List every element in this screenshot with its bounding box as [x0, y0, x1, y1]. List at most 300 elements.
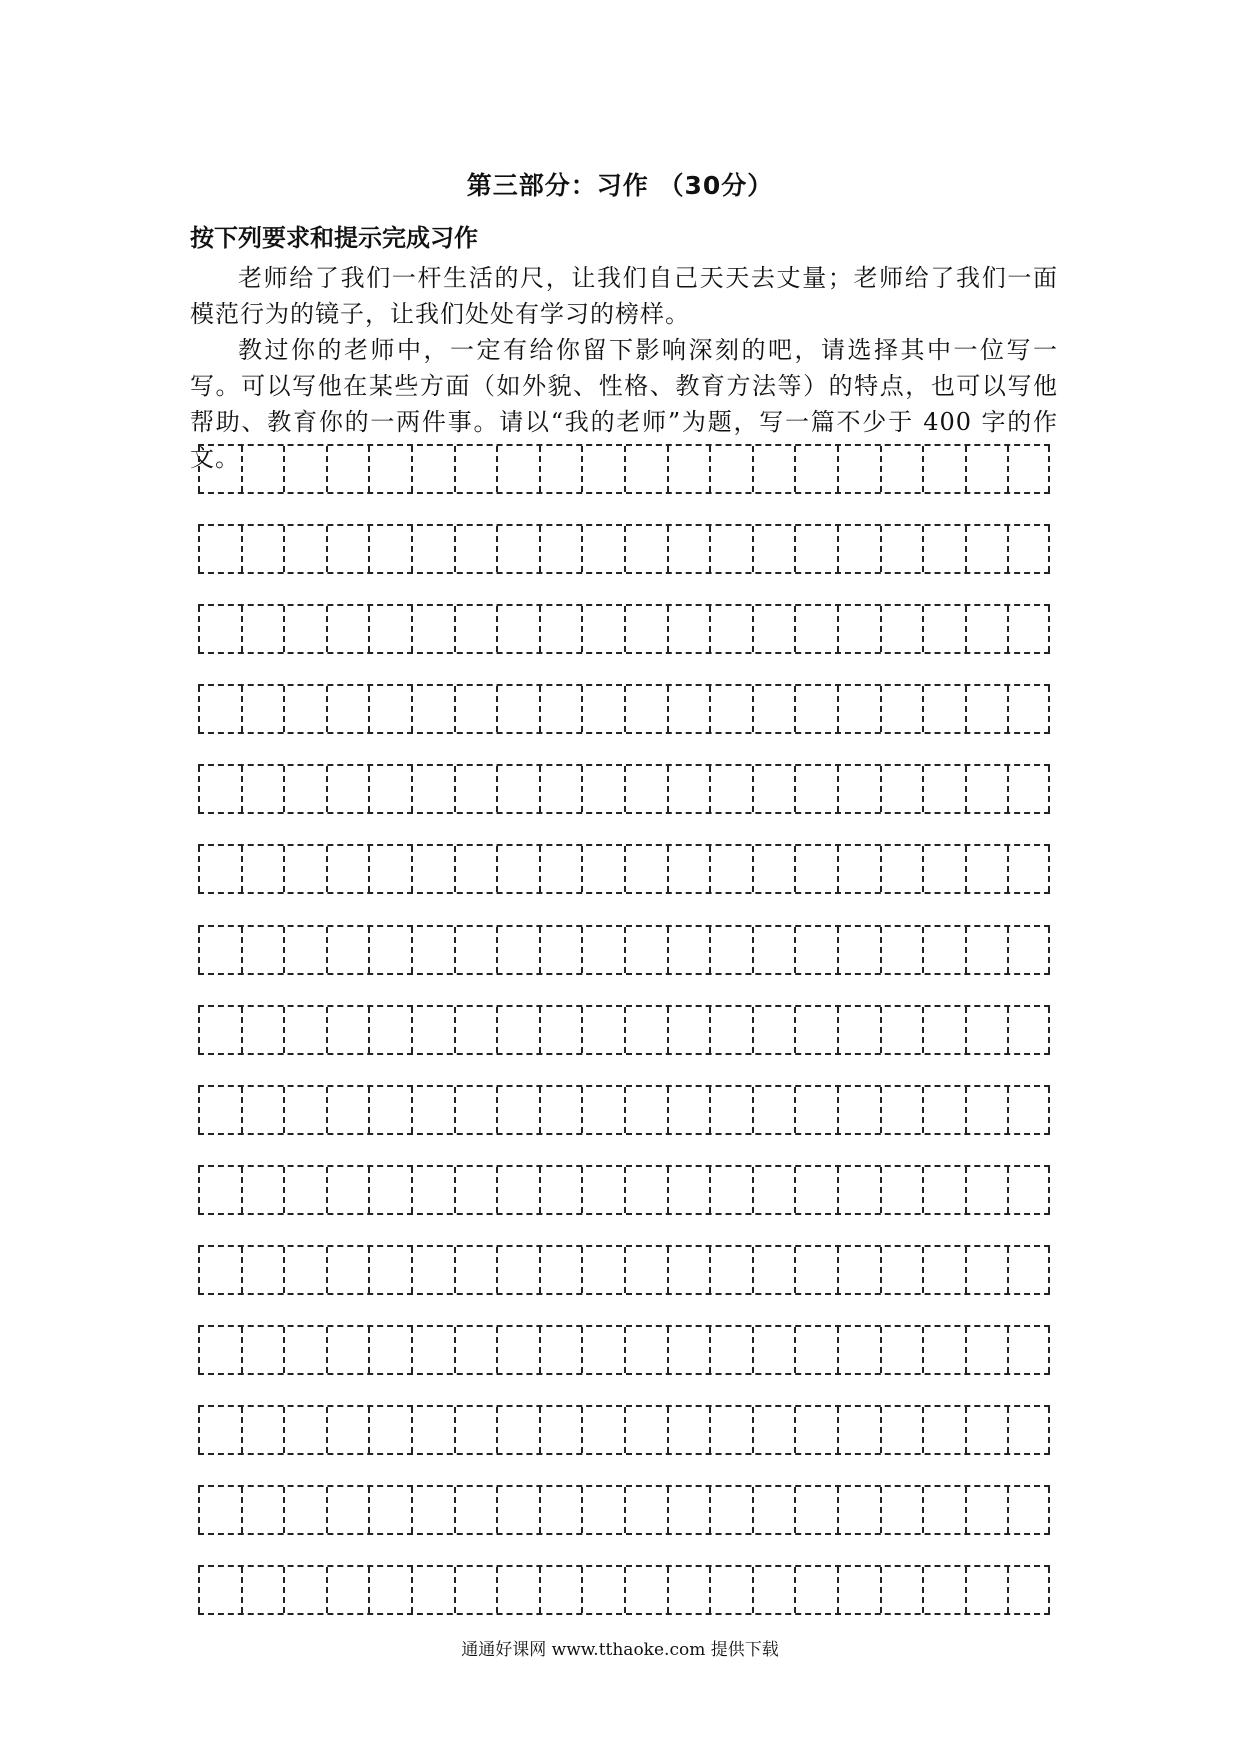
grid-cell[interactable] — [965, 1327, 1008, 1373]
grid-cell[interactable] — [241, 766, 284, 812]
grid-cell[interactable] — [837, 1327, 880, 1373]
grid-cell[interactable] — [922, 1087, 965, 1133]
grid-cell[interactable] — [880, 1327, 923, 1373]
grid-cell[interactable] — [198, 1327, 241, 1373]
grid-cell[interactable] — [794, 1407, 837, 1453]
grid-cell[interactable] — [624, 1487, 667, 1533]
grid-cell[interactable] — [922, 1327, 965, 1373]
grid-cell[interactable] — [454, 1087, 497, 1133]
grid-cell[interactable] — [837, 1167, 880, 1213]
grid-cell[interactable] — [752, 766, 795, 812]
grid-cell[interactable] — [794, 526, 837, 572]
grid-cell[interactable] — [198, 1567, 241, 1613]
grid-cell[interactable] — [241, 1247, 284, 1293]
grid-cell[interactable] — [752, 1087, 795, 1133]
grid-cell[interactable] — [667, 526, 710, 572]
grid-cell[interactable] — [368, 1087, 411, 1133]
grid-cell[interactable] — [667, 1247, 710, 1293]
grid-cell[interactable] — [1007, 606, 1050, 652]
grid-cell[interactable] — [411, 1007, 454, 1053]
grid-cell[interactable] — [283, 1407, 326, 1453]
grid-cell[interactable] — [454, 766, 497, 812]
grid-cell[interactable] — [752, 606, 795, 652]
grid-cell[interactable] — [752, 526, 795, 572]
grid-cell[interactable] — [624, 1247, 667, 1293]
grid-cell[interactable] — [1007, 1567, 1050, 1613]
grid-cell[interactable] — [241, 1327, 284, 1373]
grid-cell[interactable] — [965, 1407, 1008, 1453]
grid-cell[interactable] — [837, 1487, 880, 1533]
grid-cell[interactable] — [752, 1407, 795, 1453]
grid-cell[interactable] — [922, 846, 965, 892]
grid-cell[interactable] — [496, 1087, 539, 1133]
grid-cell[interactable] — [368, 1247, 411, 1293]
grid-cell[interactable] — [922, 1007, 965, 1053]
grid-cell[interactable] — [624, 606, 667, 652]
grid-cell[interactable] — [454, 1327, 497, 1373]
grid-cell[interactable] — [880, 526, 923, 572]
grid-cell[interactable] — [667, 766, 710, 812]
grid-cell[interactable] — [539, 1407, 582, 1453]
grid-cell[interactable] — [539, 1487, 582, 1533]
grid-cell[interactable] — [496, 1567, 539, 1613]
grid-cell[interactable] — [241, 1487, 284, 1533]
grid-cell[interactable] — [368, 1407, 411, 1453]
grid-cell[interactable] — [326, 1167, 369, 1213]
grid-cell[interactable] — [624, 766, 667, 812]
grid-cell[interactable] — [411, 446, 454, 492]
grid-cell[interactable] — [624, 927, 667, 973]
grid-cell[interactable] — [454, 927, 497, 973]
grid-cell[interactable] — [496, 1407, 539, 1453]
grid-cell[interactable] — [411, 927, 454, 973]
grid-cell[interactable] — [581, 766, 624, 812]
grid-cell[interactable] — [837, 1567, 880, 1613]
grid-cell[interactable] — [283, 846, 326, 892]
grid-cell[interactable] — [794, 1567, 837, 1613]
grid-cell[interactable] — [922, 1487, 965, 1533]
grid-cell[interactable] — [922, 526, 965, 572]
grid-cell[interactable] — [283, 1487, 326, 1533]
grid-cell[interactable] — [454, 1167, 497, 1213]
grid-cell[interactable] — [198, 1407, 241, 1453]
grid-cell[interactable] — [1007, 1327, 1050, 1373]
grid-cell[interactable] — [965, 1247, 1008, 1293]
grid-cell[interactable] — [411, 1567, 454, 1613]
grid-cell[interactable] — [752, 927, 795, 973]
grid-cell[interactable] — [283, 1167, 326, 1213]
grid-cell[interactable] — [880, 606, 923, 652]
grid-cell[interactable] — [283, 686, 326, 732]
grid-cell[interactable] — [624, 526, 667, 572]
grid-cell[interactable] — [581, 1247, 624, 1293]
grid-cell[interactable] — [368, 846, 411, 892]
grid-cell[interactable] — [326, 1247, 369, 1293]
grid-cell[interactable] — [198, 1487, 241, 1533]
grid-cell[interactable] — [794, 606, 837, 652]
grid-cell[interactable] — [624, 1007, 667, 1053]
grid-cell[interactable] — [283, 766, 326, 812]
grid-cell[interactable] — [1007, 526, 1050, 572]
grid-cell[interactable] — [837, 446, 880, 492]
grid-cell[interactable] — [368, 1567, 411, 1613]
grid-cell[interactable] — [709, 1087, 752, 1133]
grid-cell[interactable] — [880, 927, 923, 973]
grid-cell[interactable] — [667, 606, 710, 652]
grid-cell[interactable] — [454, 1407, 497, 1453]
grid-cell[interactable] — [368, 1487, 411, 1533]
grid-cell[interactable] — [326, 1327, 369, 1373]
grid-cell[interactable] — [709, 686, 752, 732]
grid-cell[interactable] — [539, 846, 582, 892]
grid-cell[interactable] — [368, 927, 411, 973]
grid-cell[interactable] — [326, 927, 369, 973]
grid-cell[interactable] — [624, 1087, 667, 1133]
grid-cell[interactable] — [368, 766, 411, 812]
grid-cell[interactable] — [709, 1007, 752, 1053]
grid-cell[interactable] — [922, 1167, 965, 1213]
grid-cell[interactable] — [1007, 686, 1050, 732]
grid-cell[interactable] — [794, 1327, 837, 1373]
grid-cell[interactable] — [922, 686, 965, 732]
grid-cell[interactable] — [880, 446, 923, 492]
grid-cell[interactable] — [496, 446, 539, 492]
grid-cell[interactable] — [709, 446, 752, 492]
grid-cell[interactable] — [837, 1087, 880, 1133]
grid-cell[interactable] — [581, 1087, 624, 1133]
grid-cell[interactable] — [326, 606, 369, 652]
grid-cell[interactable] — [326, 1007, 369, 1053]
grid-cell[interactable] — [411, 846, 454, 892]
grid-cell[interactable] — [454, 686, 497, 732]
grid-cell[interactable] — [283, 1007, 326, 1053]
grid-cell[interactable] — [837, 846, 880, 892]
grid-cell[interactable] — [241, 1567, 284, 1613]
grid-cell[interactable] — [241, 1087, 284, 1133]
grid-cell[interactable] — [496, 846, 539, 892]
grid-cell[interactable] — [496, 1007, 539, 1053]
grid-cell[interactable] — [198, 1007, 241, 1053]
grid-cell[interactable] — [539, 1327, 582, 1373]
grid-cell[interactable] — [752, 1167, 795, 1213]
grid-cell[interactable] — [922, 927, 965, 973]
grid-cell[interactable] — [326, 1567, 369, 1613]
grid-cell[interactable] — [496, 1487, 539, 1533]
grid-cell[interactable] — [1007, 1087, 1050, 1133]
grid-cell[interactable] — [752, 1487, 795, 1533]
grid-cell[interactable] — [709, 1407, 752, 1453]
grid-cell[interactable] — [1007, 846, 1050, 892]
grid-cell[interactable] — [965, 526, 1008, 572]
grid-cell[interactable] — [241, 1407, 284, 1453]
grid-cell[interactable] — [368, 606, 411, 652]
grid-cell[interactable] — [411, 1327, 454, 1373]
grid-cell[interactable] — [794, 1087, 837, 1133]
grid-cell[interactable] — [241, 686, 284, 732]
grid-cell[interactable] — [922, 446, 965, 492]
grid-cell[interactable] — [539, 1567, 582, 1613]
grid-cell[interactable] — [794, 927, 837, 973]
grid-cell[interactable] — [1007, 1007, 1050, 1053]
grid-cell[interactable] — [454, 446, 497, 492]
grid-cell[interactable] — [794, 846, 837, 892]
grid-cell[interactable] — [965, 1167, 1008, 1213]
grid-cell[interactable] — [368, 686, 411, 732]
grid-cell[interactable] — [965, 1087, 1008, 1133]
grid-cell[interactable] — [965, 606, 1008, 652]
grid-cell[interactable] — [454, 1487, 497, 1533]
grid-cell[interactable] — [581, 846, 624, 892]
grid-cell[interactable] — [581, 446, 624, 492]
grid-cell[interactable] — [198, 1087, 241, 1133]
grid-cell[interactable] — [581, 1327, 624, 1373]
grid-cell[interactable] — [411, 1167, 454, 1213]
grid-cell[interactable] — [283, 1247, 326, 1293]
grid-cell[interactable] — [880, 1087, 923, 1133]
grid-cell[interactable] — [411, 766, 454, 812]
grid-cell[interactable] — [837, 686, 880, 732]
grid-cell[interactable] — [965, 686, 1008, 732]
grid-cell[interactable] — [667, 446, 710, 492]
grid-cell[interactable] — [198, 927, 241, 973]
grid-cell[interactable] — [624, 1167, 667, 1213]
grid-cell[interactable] — [709, 766, 752, 812]
grid-cell[interactable] — [709, 526, 752, 572]
grid-cell[interactable] — [752, 1567, 795, 1613]
grid-cell[interactable] — [624, 1567, 667, 1613]
grid-cell[interactable] — [880, 1007, 923, 1053]
grid-cell[interactable] — [1007, 1487, 1050, 1533]
grid-cell[interactable] — [241, 1167, 284, 1213]
grid-cell[interactable] — [709, 1487, 752, 1533]
grid-cell[interactable] — [241, 446, 284, 492]
grid-cell[interactable] — [326, 526, 369, 572]
grid-cell[interactable] — [922, 766, 965, 812]
grid-cell[interactable] — [198, 846, 241, 892]
grid-cell[interactable] — [539, 1007, 582, 1053]
grid-cell[interactable] — [368, 1007, 411, 1053]
grid-cell[interactable] — [496, 766, 539, 812]
grid-cell[interactable] — [837, 927, 880, 973]
grid-cell[interactable] — [837, 1247, 880, 1293]
grid-cell[interactable] — [624, 446, 667, 492]
grid-cell[interactable] — [581, 1487, 624, 1533]
grid-cell[interactable] — [1007, 446, 1050, 492]
grid-cell[interactable] — [283, 1327, 326, 1373]
grid-cell[interactable] — [667, 686, 710, 732]
grid-cell[interactable] — [198, 1247, 241, 1293]
grid-cell[interactable] — [922, 606, 965, 652]
grid-cell[interactable] — [880, 1167, 923, 1213]
grid-cell[interactable] — [794, 1007, 837, 1053]
grid-cell[interactable] — [667, 927, 710, 973]
grid-cell[interactable] — [411, 1247, 454, 1293]
grid-cell[interactable] — [837, 1007, 880, 1053]
grid-cell[interactable] — [581, 686, 624, 732]
grid-cell[interactable] — [496, 606, 539, 652]
grid-cell[interactable] — [794, 1247, 837, 1293]
grid-cell[interactable] — [880, 766, 923, 812]
grid-cell[interactable] — [794, 1487, 837, 1533]
grid-cell[interactable] — [880, 1487, 923, 1533]
grid-cell[interactable] — [454, 846, 497, 892]
grid-cell[interactable] — [880, 846, 923, 892]
grid-cell[interactable] — [326, 766, 369, 812]
grid-cell[interactable] — [326, 686, 369, 732]
grid-cell[interactable] — [965, 1007, 1008, 1053]
grid-cell[interactable] — [1007, 1247, 1050, 1293]
grid-cell[interactable] — [241, 606, 284, 652]
grid-cell[interactable] — [965, 766, 1008, 812]
grid-cell[interactable] — [454, 606, 497, 652]
grid-cell[interactable] — [709, 606, 752, 652]
grid-cell[interactable] — [624, 846, 667, 892]
grid-cell[interactable] — [667, 1487, 710, 1533]
grid-cell[interactable] — [667, 1167, 710, 1213]
grid-cell[interactable] — [283, 526, 326, 572]
grid-cell[interactable] — [326, 1087, 369, 1133]
grid-cell[interactable] — [539, 686, 582, 732]
grid-cell[interactable] — [837, 1407, 880, 1453]
grid-cell[interactable] — [667, 1087, 710, 1133]
grid-cell[interactable] — [667, 1327, 710, 1373]
grid-cell[interactable] — [241, 846, 284, 892]
grid-cell[interactable] — [794, 766, 837, 812]
grid-cell[interactable] — [581, 927, 624, 973]
grid-cell[interactable] — [581, 606, 624, 652]
grid-cell[interactable] — [1007, 1407, 1050, 1453]
grid-cell[interactable] — [581, 1407, 624, 1453]
grid-cell[interactable] — [965, 846, 1008, 892]
grid-cell[interactable] — [411, 1407, 454, 1453]
grid-cell[interactable] — [667, 1007, 710, 1053]
grid-cell[interactable] — [965, 1487, 1008, 1533]
grid-cell[interactable] — [198, 1167, 241, 1213]
grid-cell[interactable] — [880, 1567, 923, 1613]
grid-cell[interactable] — [539, 1247, 582, 1293]
grid-cell[interactable] — [326, 846, 369, 892]
grid-cell[interactable] — [581, 1567, 624, 1613]
grid-cell[interactable] — [922, 1247, 965, 1293]
grid-cell[interactable] — [326, 446, 369, 492]
grid-cell[interactable] — [581, 1167, 624, 1213]
grid-cell[interactable] — [752, 1007, 795, 1053]
grid-cell[interactable] — [965, 446, 1008, 492]
grid-cell[interactable] — [581, 526, 624, 572]
grid-cell[interactable] — [624, 1327, 667, 1373]
grid-cell[interactable] — [326, 1407, 369, 1453]
grid-cell[interactable] — [922, 1567, 965, 1613]
grid-cell[interactable] — [624, 1407, 667, 1453]
grid-cell[interactable] — [198, 606, 241, 652]
grid-cell[interactable] — [709, 1567, 752, 1613]
grid-cell[interactable] — [1007, 766, 1050, 812]
grid-cell[interactable] — [667, 846, 710, 892]
grid-cell[interactable] — [922, 1407, 965, 1453]
grid-cell[interactable] — [539, 526, 582, 572]
grid-cell[interactable] — [326, 1487, 369, 1533]
grid-cell[interactable] — [411, 526, 454, 572]
grid-cell[interactable] — [454, 1247, 497, 1293]
grid-cell[interactable] — [454, 1007, 497, 1053]
grid-cell[interactable] — [198, 686, 241, 732]
grid-cell[interactable] — [241, 927, 284, 973]
grid-cell[interactable] — [539, 1087, 582, 1133]
grid-cell[interactable] — [880, 686, 923, 732]
grid-cell[interactable] — [539, 446, 582, 492]
grid-cell[interactable] — [880, 1247, 923, 1293]
grid-cell[interactable] — [368, 1167, 411, 1213]
grid-cell[interactable] — [283, 446, 326, 492]
grid-cell[interactable] — [794, 446, 837, 492]
grid-cell[interactable] — [539, 766, 582, 812]
grid-cell[interactable] — [752, 686, 795, 732]
grid-cell[interactable] — [496, 1327, 539, 1373]
grid-cell[interactable] — [709, 1247, 752, 1293]
grid-cell[interactable] — [198, 446, 241, 492]
writing-grid[interactable] — [198, 444, 1050, 1645]
grid-cell[interactable] — [1007, 927, 1050, 973]
grid-cell[interactable] — [539, 606, 582, 652]
grid-cell[interactable] — [709, 1327, 752, 1373]
grid-cell[interactable] — [667, 1567, 710, 1613]
grid-cell[interactable] — [411, 1087, 454, 1133]
grid-cell[interactable] — [368, 1327, 411, 1373]
grid-cell[interactable] — [752, 1247, 795, 1293]
grid-cell[interactable] — [1007, 1167, 1050, 1213]
grid-cell[interactable] — [283, 1087, 326, 1133]
grid-cell[interactable] — [454, 526, 497, 572]
grid-cell[interactable] — [496, 1167, 539, 1213]
grid-cell[interactable] — [496, 526, 539, 572]
grid-cell[interactable] — [198, 526, 241, 572]
grid-cell[interactable] — [709, 846, 752, 892]
grid-cell[interactable] — [539, 1167, 582, 1213]
grid-cell[interactable] — [794, 686, 837, 732]
grid-cell[interactable] — [752, 1327, 795, 1373]
grid-cell[interactable] — [368, 446, 411, 492]
grid-cell[interactable] — [411, 686, 454, 732]
grid-cell[interactable] — [241, 1007, 284, 1053]
grid-cell[interactable] — [283, 1567, 326, 1613]
grid-cell[interactable] — [752, 846, 795, 892]
grid-cell[interactable] — [496, 686, 539, 732]
grid-cell[interactable] — [539, 927, 582, 973]
grid-cell[interactable] — [411, 1487, 454, 1533]
grid-cell[interactable] — [581, 1007, 624, 1053]
grid-cell[interactable] — [283, 927, 326, 973]
grid-cell[interactable] — [752, 446, 795, 492]
grid-cell[interactable] — [454, 1567, 497, 1613]
grid-cell[interactable] — [709, 1167, 752, 1213]
grid-cell[interactable] — [368, 526, 411, 572]
grid-cell[interactable] — [794, 1167, 837, 1213]
grid-cell[interactable] — [837, 766, 880, 812]
grid-cell[interactable] — [837, 526, 880, 572]
grid-cell[interactable] — [496, 927, 539, 973]
grid-cell[interactable] — [709, 927, 752, 973]
grid-cell[interactable] — [411, 606, 454, 652]
grid-cell[interactable] — [667, 1407, 710, 1453]
grid-cell[interactable] — [283, 606, 326, 652]
grid-cell[interactable] — [837, 606, 880, 652]
grid-cell[interactable] — [198, 766, 241, 812]
grid-cell[interactable] — [965, 927, 1008, 973]
grid-cell[interactable] — [496, 1247, 539, 1293]
grid-cell[interactable] — [880, 1407, 923, 1453]
grid-cell[interactable] — [965, 1567, 1008, 1613]
grid-cell[interactable] — [241, 526, 284, 572]
